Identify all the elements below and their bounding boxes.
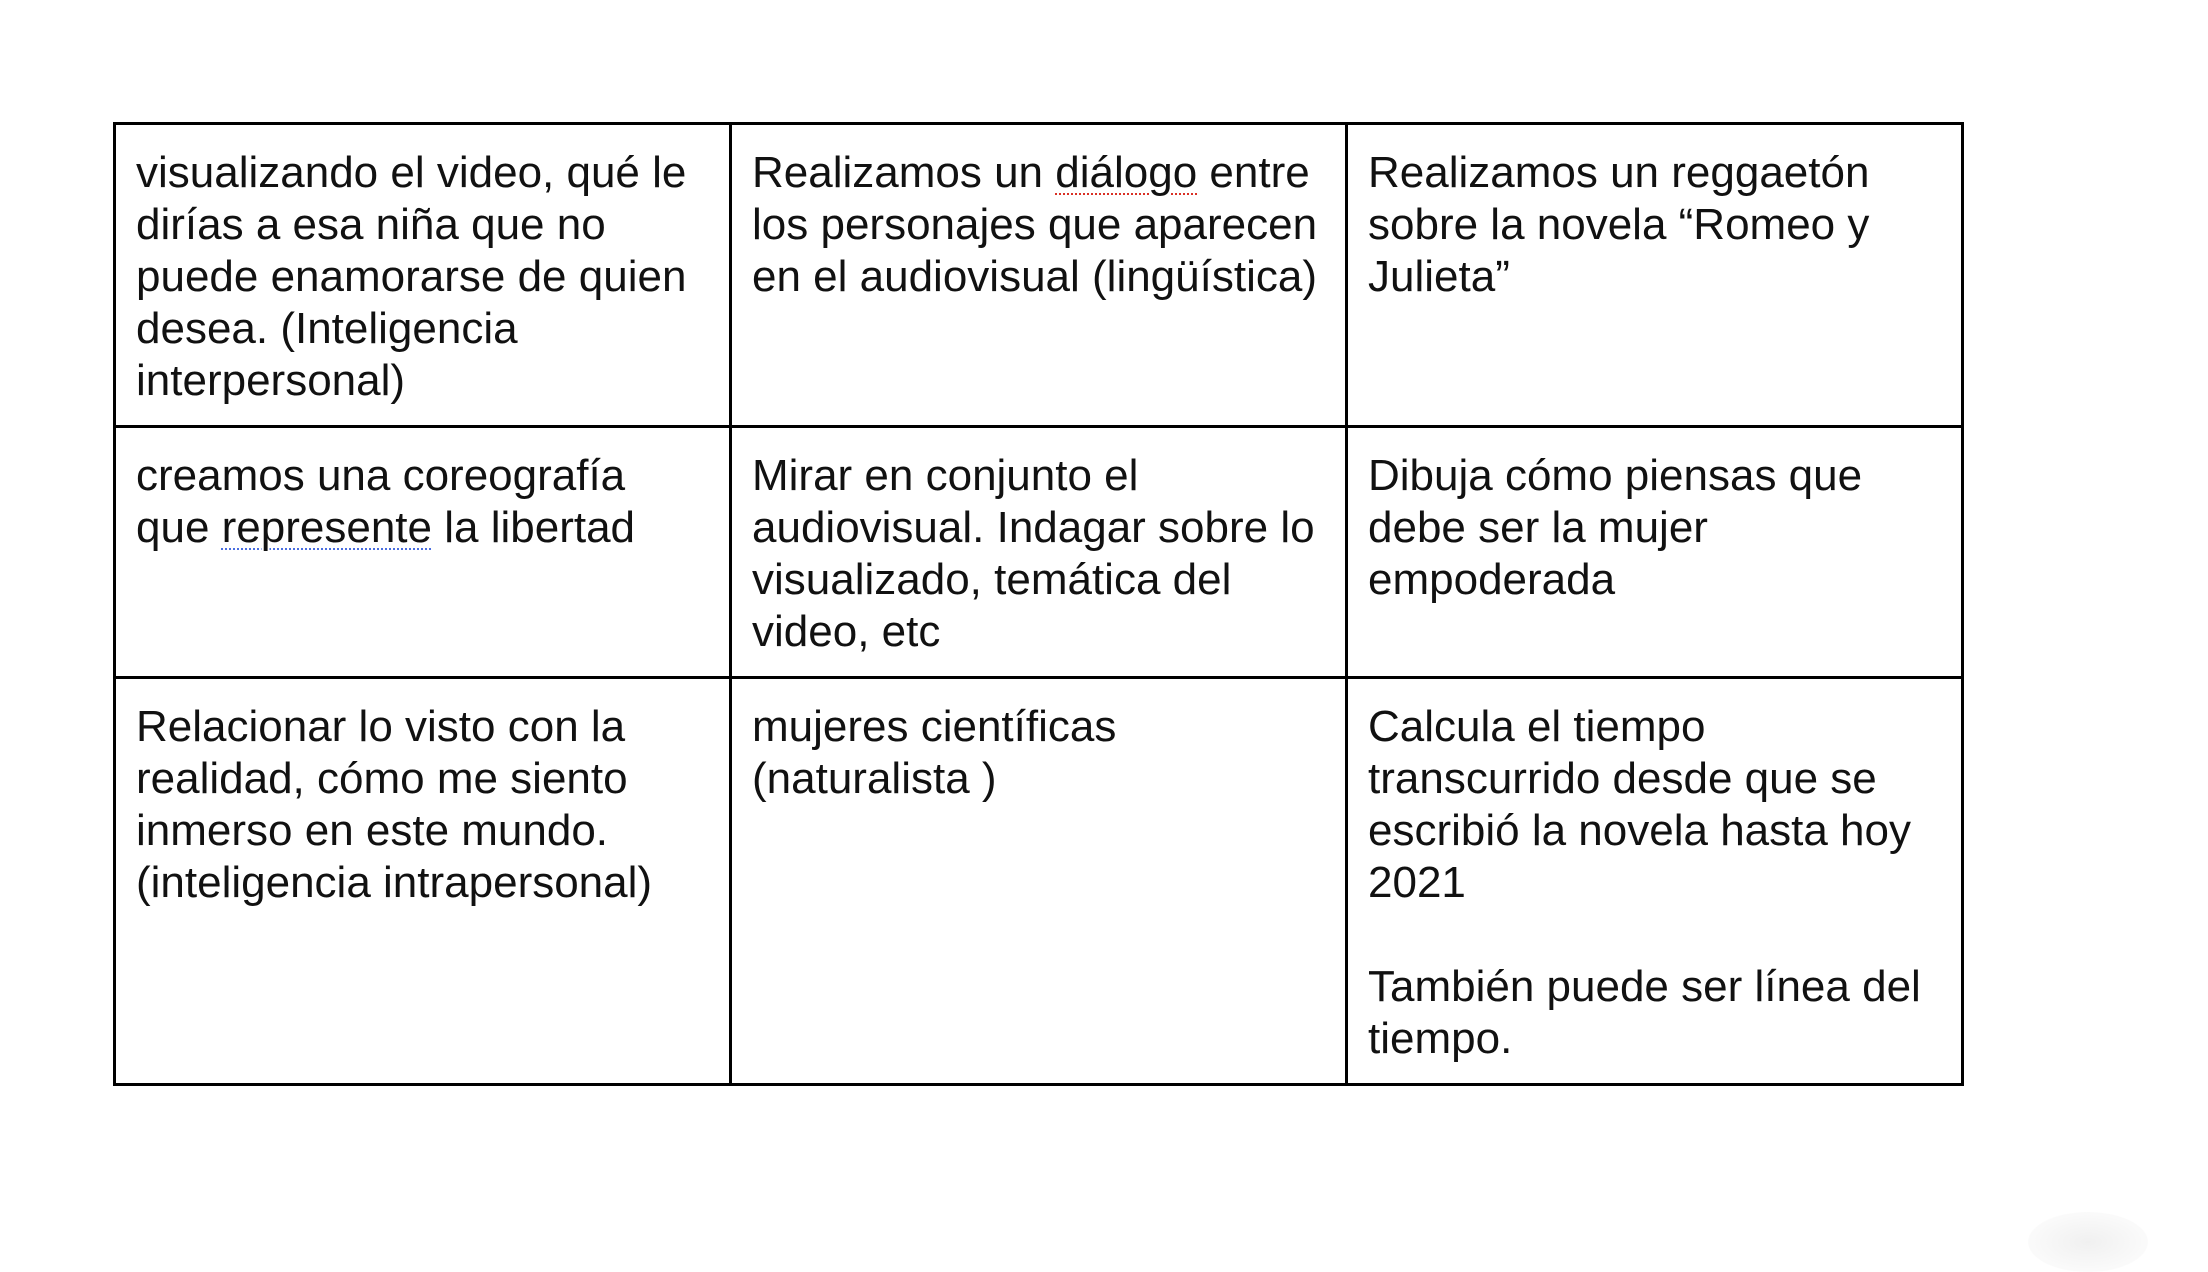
table-row (115, 427, 1963, 678)
cell-text-before: Realizamos un (752, 148, 1056, 197)
table-row (115, 678, 1963, 1085)
page-corner-shadow (2028, 1212, 2148, 1272)
cell-text: visualizando el video, qué le dirías a esa niña que no puede enamorarse de quien desea. (Inteligencia interpersonal) (136, 148, 687, 405)
activities-table (113, 122, 1964, 1086)
cell-text: mujeres científicas (naturalista ) (752, 702, 1117, 803)
cell-text-after: la libertad (432, 503, 636, 552)
table-cell[interactable] (1347, 124, 1963, 427)
cell-text: Mirar en conjunto el audiovisual. Indagar sobre lo visualizado, temática del video, etc (752, 451, 1315, 656)
cell-text: Dibuja cómo piensas que debe ser la mujer empoderada (1368, 451, 1863, 604)
table-cell[interactable] (115, 678, 731, 1085)
cell-paragraph: También puede ser línea del tiempo. (1368, 962, 1921, 1063)
spellcheck-flagged-word[interactable]: diálogo (1055, 148, 1198, 197)
table-cell[interactable] (115, 427, 731, 678)
cell-text-before: creamos una coreografía que (136, 451, 626, 552)
table-cell[interactable] (1347, 678, 1963, 1085)
table-cell[interactable] (1347, 427, 1963, 678)
cell-text: Realizamos un reggaetón sobre la novela “Romeo y Julieta” (1368, 148, 1870, 301)
table-row (115, 124, 1963, 427)
cell-text-after: entre los personajes que aparecen en el audiovisual (lingüística) (752, 148, 1318, 301)
grammar-flagged-word[interactable]: represente (221, 503, 432, 552)
cell-paragraph: Calcula el tiempo transcurrido desde que se escribió la novela hasta hoy 2021 (1368, 702, 1911, 907)
table-cell[interactable] (731, 124, 1347, 427)
table-cell[interactable] (731, 427, 1347, 678)
table-cell[interactable] (731, 678, 1347, 1085)
table-cell[interactable] (115, 124, 731, 427)
cell-text: Relacionar lo visto con la realidad, cómo me siento inmerso en este mundo. (inteligencia intrapersonal) (136, 702, 653, 907)
